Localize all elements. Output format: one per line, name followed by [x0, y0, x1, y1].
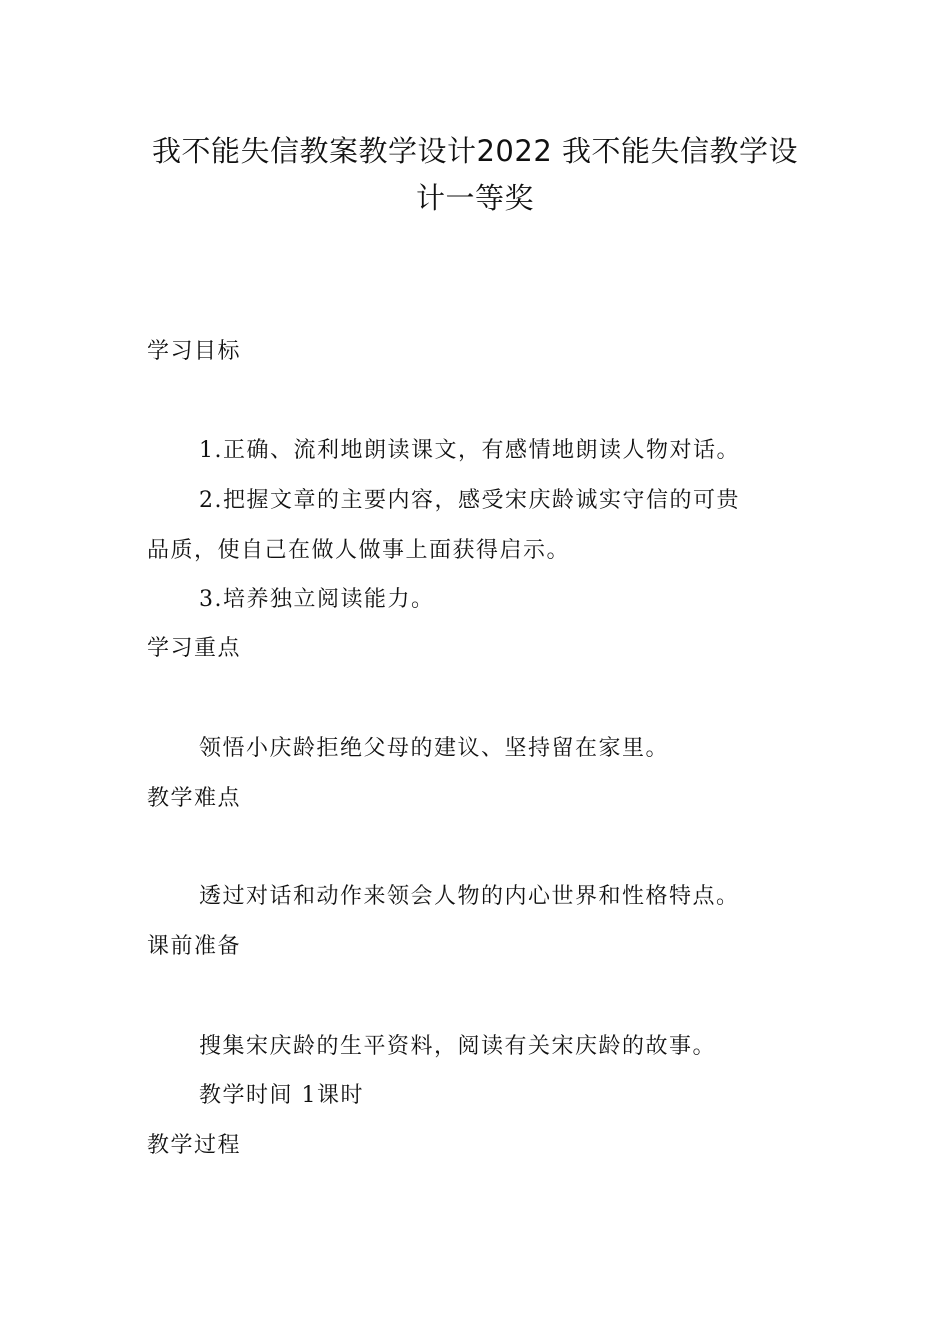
- teaching-difficulty-text: 透过对话和动作来领会人物的内心世界和性格特点。: [199, 884, 740, 909]
- heading-learning-focus: 学习重点: [147, 636, 242, 661]
- document-title: [120, 128, 830, 222]
- heading-teaching-process: 教学过程: [147, 1133, 242, 1158]
- goal-item-2-line-2: 品质，使自己在做人做事上面获得启示。: [147, 538, 571, 563]
- goal-item-2-line-1: 2.把握文章的主要内容，感受宋庆龄诚实守信的可贵: [199, 488, 740, 513]
- title-line-2: 计一等奖: [415, 181, 534, 215]
- preparation-text: 搜集宋庆龄的生平资料，阅读有关宋庆龄的故事。: [199, 1034, 717, 1059]
- title-line-1: 我不能失信教案教学设计2022 我不能失信教学设: [151, 134, 799, 168]
- goal-item-3: 3.培养独立阅读能力。: [199, 587, 435, 612]
- goal-item-1: 1.正确、流利地朗读课文，有感情地朗读人物对话。: [199, 438, 740, 463]
- heading-preparation: 课前准备: [147, 934, 242, 959]
- heading-learning-goals: 学习目标: [147, 339, 242, 364]
- learning-focus-text: 领悟小庆龄拒绝父母的建议、坚持留在家里。: [199, 736, 670, 761]
- heading-teaching-difficulty: 教学难点: [147, 786, 242, 811]
- teaching-time: 教学时间 1课时: [199, 1083, 364, 1108]
